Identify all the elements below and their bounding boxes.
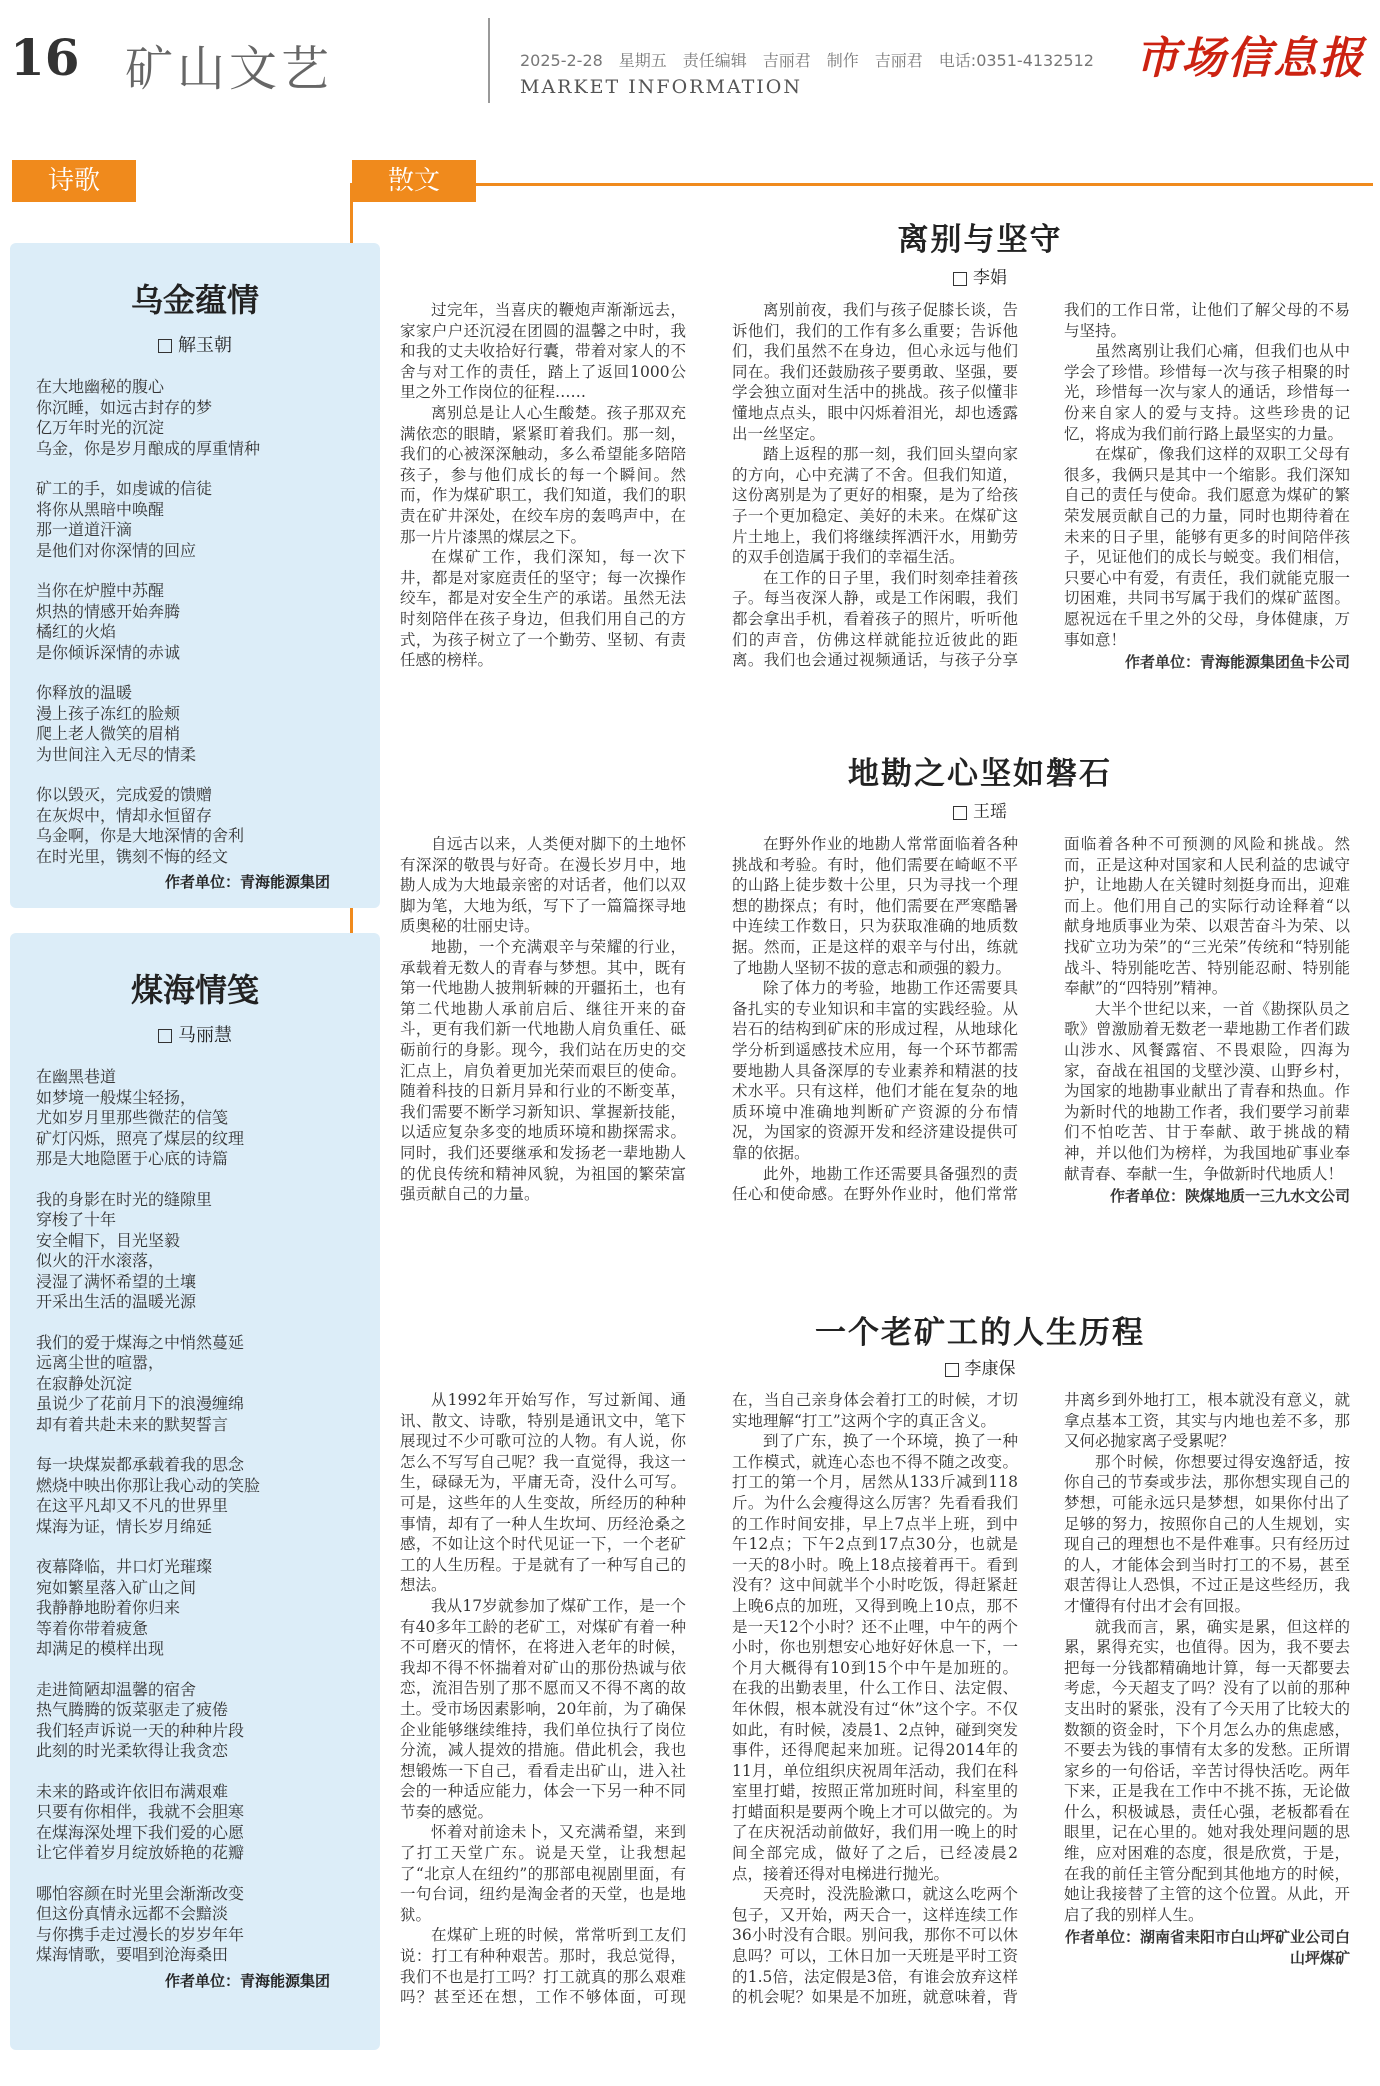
poem-line: 矿灯闪烁，照亮了煤层的纹理 [36,1128,245,1148]
poem-line: 穿梭了十年 [36,1210,117,1229]
article-paragraph: 从1992年开始写作，写过新闻、通讯、散文、诗歌，特别是通讯文中，笔下展现过不少可歌可泣的人物。有人说，你怎么不写写自己呢？我一直觉得，我这一生，碌碌无为，平庸无奇，没什么可写。可是，这些年的人生变故，所经历的种种事情，却有了一种人生坎坷、历经沧桑之感，不如让这个时代见证一下，一个老矿工的人生历程。于是就有了一种写自己的想法。 [400,1391,686,1595]
masthead-divider [488,18,490,103]
poem-line: 我们的爱于煤海之中悄然蔓延 [36,1332,245,1352]
poem-line: 是你倾诉深情的赤诚 [36,642,181,662]
poem-line: 却有着共赴未来的默契誓言 [36,1414,229,1434]
poem-line: 尤如岁月里那些微茫的信笺 [36,1108,229,1127]
article-paragraph: 踏上返程的那一刻，我们回头望向家的方向，心中充满了不舍。但我们知道，这份离别是为了更好的相聚，是为了给孩子一个更加稳定、美好的未来。在煤矿这片土地上，我们将继续挥洒汗水，用勤劳的双手创造属于我们的幸福生活。 [732,445,1018,567]
poem-line: 热气腾腾的饭菜驱走了疲倦 [36,1700,229,1719]
article-author: 李康保 [964,1359,1016,1379]
article-body [400,300,1350,685]
poem-line: 漫上孩子冻红的脸颊 [36,703,181,723]
poem-line: 未来的路或许依旧布满艰难 [36,1781,229,1801]
poem-stanza [36,1333,380,1436]
poem-line: 在灰烬中，情却永恒留存 [36,805,213,825]
section-title: 矿山文艺 [125,41,334,97]
poem-line: 我的身影在时光的缝隙里 [36,1189,213,1209]
paper-english-name: MARKET INFORMATION [520,76,802,98]
article-paragraph: 除了体力的考验，地勘工作还需要具备扎实的专业知识和丰富的实践经验。从岩石的结构到矿床的形成过程，从地球化学分析到遥感技术应用，每一个环节都需要地勘人具备深厚的专业素养和精湛的技术水平。只有这样，他们才能在复杂的地质环境中准确地判断矿产资源的分布情况，为国家的资源开发和经济建设提供可靠的依据。 [732,979,1018,1162]
poem-line: 让它伴着岁月绽放娇艳的花瓣 [36,1843,245,1862]
poem-line: 乌金啊，你是大地深情的舍利 [36,826,245,845]
article-paragraph: 我从17岁就参加了煤矿工作，是一个有40多年工龄的老矿工，对煤矿有着一种不可磨灭的情怀，在将进入老年的时候，我却不得不怀揣着对矿山的那份热诚与依恋，流泪告别了那不愿而又不得不离的故土。受市场因素影响，20年前，为了确保企业能够继续维持，我们单位执行了岗位分流，减人提效的措施。借此机会，我也想锻炼一下自己，看看走出矿山，进入社会的一种适应能力，体会一下另一种不同节奏的感觉。 [400,1596,686,1821]
poem-card [10,933,380,2050]
poem-line: 远离尘世的喧嚣， [36,1353,165,1372]
poem-line: 在煤海深处埋下我们爱的心愿 [36,1822,245,1842]
poem-line: 此刻的时光柔软得让我贪恋 [36,1741,229,1760]
article-paragraph: 在煤矿，像我们这样的双职工父母有很多，我俩只是其中一个缩影。我们深知自己的责任与使命。我们愿意为煤矿的繁荣发展贡献自己的力量，同时也期待着在未来的日子里，能够有更多的时间陪伴孩子，见证他们的成长与蜕变。我们相信，只要心中有爱，有责任，我们就能克服一切困难，共同书写属于我们的煤矿蓝图。愿祝远在千里之外的父母，身体健康，万事如意！ [1064,445,1350,649]
poem-title: 煤海情笺 [130,971,259,1009]
article-title: 离别与坚守 [897,222,1063,258]
poem-line: 走进简陋却温馨的宿舍 [36,1679,197,1699]
page-number: 16 [10,28,80,87]
poem-line: 你以毁灭，完成爱的馈赠 [36,785,213,804]
poem-stanza [36,1455,380,1537]
poem-line: 你释放的温暖 [36,683,133,702]
poem-line: 宛如繁星落入矿山之间 [36,1577,197,1597]
poem-line: 为世间注入无尽的情柔 [36,744,197,764]
poem-line: 在这平凡却又不凡的世界里 [36,1496,229,1515]
article-paragraph: 虽然离别让我们心痛，但我们也从中学会了珍惜。珍惜每一次与孩子相聚的时光，珍惜每一次与家人的通话，珍惜每一份来自家人的爱与支持。这些珍贵的记忆，将成为我们前行路上最坚实的力量。 [1064,342,1350,443]
poem-line: 我们轻声诉说一天的种种片段 [36,1720,245,1740]
poem-line: 燃烧中映出你那让我心动的笑脸 [36,1475,261,1495]
article-paragraph: 在工作的日子里，我们时刻牵挂着孩子。每当夜深人静，或是工作闲暇，我们都会拿出手机，看着孩子的照片，听听他们的声音，仿佛这样就能拉近彼此的距离。我们也会通过视频通话，与孩子分享我们的工作日常，让他们了解父母的不易与坚持。 [732,301,1350,670]
issue-meta: 2025-2-28 星期五 责任编辑 吉丽君 制作 吉丽君 电话:0351-4132512 [520,51,1094,70]
article-paragraph: 大半个世纪以来，一首《勘探队员之歌》曾激励着无数老一辈地勘工作者们跋山涉水、风餐露宿、不畏艰险，四海为家，奋战在祖国的戈壁沙漠、山野乡村，为国家的地勘事业献出了青春和热血。作为新时代的地勘工作者，我们要学习前辈们不怕吃苦、甘于奉献、敢于挑战的精神，并以他们为榜样，为我国地矿事业奉献青春、奉献一生，争做新时代地质人！ [1064,999,1350,1183]
article-paragraph: 天亮时，没洗脸漱口，就这么吃两个包子，又开始，两天合一，这样连续工作36小时没有合眼。别问我，那你不可以休息吗？可以，工休日加一天班是平时工资的1.5倍，法定假是3倍，有谁会放弃这样的机会呢？如果是不加班，就意味着，背井离乡到外地打工，根本就没有意义，就拿点基本工资，其实与内地也差不多，那又何必抛家离子受累呢？ [732,1391,1350,2007]
poem-line: 在大地幽秘的腹心 [36,377,165,396]
article-paragraph: 过完年，当喜庆的鞭炮声渐渐远去，家家户户还沉浸在团圆的温馨之中时，我和我的丈夫收拾好行囊，带着对家人的不舍与对工作的责任，踏上了返回1000公里之外工作岗位的征程…… [400,301,686,402]
poem-stanza [36,1782,380,1864]
poem-line: 但这份真情永远都不会黯淡 [36,1904,229,1923]
poem-line: 我静静地盼着你归来 [36,1598,181,1617]
poem-stanza [36,479,380,561]
poem-line: 爬上老人微笑的眉梢 [36,724,181,743]
poem-stanza [36,1557,380,1660]
poem-line: 等着你带着疲惫 [36,1618,149,1638]
poem-line: 乌金，你是岁月酿成的厚重情种 [36,438,261,458]
article-unit: 作者单位：湖南省耒阳市白山坪矿业公司白山坪煤矿 [1064,1928,1350,1968]
poem-line: 亿万年时光的沉淀 [36,418,165,437]
poem-line: 在寂静处沉淀 [36,1373,133,1393]
author-box-icon [158,1029,172,1043]
poem-stanza [36,785,380,867]
article-paragraph: 在野外作业的地勘人常常面临着各种挑战和考验。有时，他们需要在崎岖不平的山路上徒步数十公里，只为寻找一个理想的勘探点；有时，他们需要在严寒酷暑中连续工作数日，只为获取准确的地质数据。然而，正是这样的艰辛与付出，练就了地勘人坚韧不拔的意志和顽强的毅力。 [732,835,1018,977]
poem-author: 马丽慧 [178,1025,232,1046]
article-paragraph: 在煤矿工作，我们深知，每一次下井，都是对家庭责任的坚守；每一次操作绞车，都是对安全生产的承诺。虽然无法时刻陪伴在孩子身边，但我们用自己的方式，为孩子树立了一个勤劳、坚韧、有责任感的榜样。 [400,548,686,670]
poem-unit: 作者单位：青海能源集团 [164,1971,330,1990]
article-paragraph: 那个时候，你想要过得安逸舒适，按你自己的节奏或步法，那你想实现自己的梦想，可能永远只是梦想，如果你付出了足够的努力，按照你自己的人生规划，实现自己的理想也不是件难事。只有经历过的人，才能体会到当时打工的不易，甚至艰苦得让人恐惧，不过正是这些经历，我才懂得有付出才会有回报。 [1064,1452,1350,1615]
poem-line: 那是大地隐匿于心底的诗篇 [36,1149,229,1168]
poem-body [10,1067,380,1966]
poem-line: 似火的汗水滚落， [36,1251,165,1270]
article-body [400,834,1350,1249]
article-paragraph: 就我而言，累，确实是累，但这样的累，累得充实，也值得。因为，我不要去把每一分钱都精确地计算，每一天都要去考虑，今天超支了吗？没有了以前的那种支出时的紧张，没有了今天用了比较大的数额的资金时，下个月怎么办的焦虑感，不要去为钱的事情有太多的发愁。正所谓家乡的一句俗话，辛苦讨得快活吃。两年下来，正是我在工作中不挑不拣，无论做什么，积极诚恳，责任心强，老板都看在眼里，记在心里的。她对我处理问题的思维，应对困难的态度，很是欣赏，于是，在我的前任主管分配到其他地方的时候，她让我接替了主管的这个位置。从此，开启了我的别样人生。 [1064,1617,1350,1924]
poem-line: 炽热的情感开始奔腾 [36,601,181,621]
poem-line: 安全帽下，目光坚毅 [36,1230,181,1250]
poem-line: 矿工的手，如虔诚的信徒 [36,479,213,498]
poem-author: 解玉朝 [178,335,232,356]
article-body [400,1390,1350,2070]
article-paragraph: 此外，地勘工作还需要具备强烈的责任心和使命感。在野外作业时，他们常常面临着各种不可预测的风险和挑战。然而，正是这种对国家和人民利益的忠诚守护，让地勘人在关键时刻挺身而出，迎难而上。他们用自己的实际行动诠释着“以献身地质事业为荣、以艰苦奋斗为荣、以找矿立功为荣”的“三光荣”传统和“特别能战斗、特别能吃苦、特别能忍耐、特别能奉献”的“四特别”精神。 [732,835,1350,1204]
poem-line: 是他们对你深情的回应 [36,540,197,560]
poem-stanza [36,1680,380,1762]
poem-card [10,243,380,908]
poem-line: 浸湿了满怀希望的土壤 [36,1271,197,1291]
poem-line: 却满足的模样出现 [36,1639,165,1658]
poem-line: 橘红的火焰 [36,622,117,641]
article-paragraph: 地勘，一个充满艰辛与荣耀的行业，承载着无数人的青春与梦想。其中，既有第一代地勘人披荆斩棘的开疆拓土，也有第二代地勘人承前启后、继往开来的奋斗，更有我们新一代地勘人肩负重任、砥砺前行的身影。现今，我们站在历史的交汇点上，肩负着更加光荣而艰巨的使命。随着科技的日新月异和行业的不断变革，我们需要不断学习新知识、掌握新技能，以适应复杂多变的地质环境和勘探需求。同时，我们还要继承和发扬老一辈地勘人的优良传统和精神风貌，为祖国的繁荣富强贡献自己的力量。 [400,937,686,1204]
poem-line: 将你从黑暗中唤醒 [36,499,165,519]
poem-line: 夜幕降临，井口灯光璀璨 [36,1557,213,1576]
poem-line: 如梦境一般煤尘轻扬， [36,1087,197,1107]
author-box-icon [158,339,172,353]
paper-logo: 市场信息报 [1135,33,1365,84]
poem-body [10,377,380,867]
poem-line: 你沉睡，如远古封存的梦 [36,397,213,417]
article-author: 李娟 [973,268,1007,288]
article-paragraph: 离别总是让人心生酸楚。孩子那双充满依恋的眼睛，紧紧盯着我们。那一刻，我们的心被深深触动，多么希望能多陪陪孩子，参与他们成长的每一个瞬间。然而，作为煤矿职工，我们知道，我们的职责在矿井深处，在绞车房的轰鸣声中，在那一片片漆黑的煤层之下。 [400,403,686,546]
poem-line: 哪怕容颜在时光里会渐渐改变 [36,1883,245,1903]
article-paragraph: 离别前夜，我们与孩子促膝长谈，告诉他们，我们的工作有多么重要；告诉他们，我们虽然不在身边，但心永远与他们同在。我们还鼓励孩子要勇敢、坚强，要学会独立面对生活中的挑战。孩子似懂非懂地点点头，眼中闪烁着泪光，却也透露出一丝坚定。 [732,301,1018,443]
label-prose: 散文 [352,160,476,202]
poem-line: 每一块煤炭都承载着我的思念 [36,1455,245,1474]
poem-line: 只要有你相伴，我就不会胆寒 [36,1802,245,1821]
article-title: 一个老矿工的人生历程 [815,1315,1145,1351]
article-paragraph: 自远古以来，人类便对脚下的土地怀有深深的敬畏与好奇。在漫长岁月中，地勘人成为大地最亲密的对话者，他们以双脚为笔，大地为纸，写下了一篇篇探寻地质奥秘的壮丽史诗。 [400,835,686,936]
poem-stanza [36,1067,380,1170]
poem-stanza [36,683,380,765]
poem-line: 开采出生活的温暖光源 [36,1292,197,1311]
poem-line: 在幽黑巷道 [36,1067,117,1086]
label-poetry: 诗歌 [12,160,136,202]
author-box-icon [945,1363,959,1377]
poem-line: 与你携手走过漫长的岁岁年年 [36,1924,245,1944]
article-paragraph: 到了广东，换了一个环境，换了一种工作模式，就连心态也不得不随之改变。打工的第一个月，居然从133斤减到118斤。为什么会瘦得这么厉害？先看看我们的工作时间安排，早上7点半上班，到中午12点；下午2点到17点30分，也就是一天的8小时。晚上18点接着再干。看到没有？这中间就半个小时吃饭，得赶紧赶上晚6点的加班，又得到晚上10点，那不是一天12个小时？还不止哩，中午的两个小时，你也别想安心地好好休息一下，一个月大概得有10到15个中午是加班的。在我的出勤表里，什么工作日、法定假、年休假，根本就没有过“休”这个字。不仅如此，有时候，凌晨1、2点钟，碰到突发事件，还得爬起来加班。记得2014年的11月，单位组织庆祝周年活动，我们在科室里打蜡，按照正常加班时间，科室里的打蜡面积是要两个晚上才可以做完的。为了在庆祝活动前做好，我们用一晚上的时间全部完成，做好了之后，已经凌晨2点，接着还得对电梯进行抛光。 [732,1432,1018,1883]
article-paragraph: 在煤矿上班的时候，常常听到工友们说：打工有种种艰苦。那时，我总觉得，我们不也是打工吗？打工就真的那么艰难吗？甚至还在想，工作不够体面，可现在，当自己亲身体会着打工的时候，才切实地理解“打工”这两个字的真正含义。 [400,1391,1018,2007]
author-box-icon [953,272,967,286]
poem-stanza [36,377,380,459]
poem-line: 那一道道汗滴 [36,520,133,539]
article-unit: 作者单位：陕煤地质一三九水文公司 [1109,1187,1350,1206]
poem-line: 在时光里，镌刻不悔的经文 [36,846,229,866]
poem-line: 虽说少了花前月下的浪漫缠绵 [36,1394,245,1413]
poem-stanza [36,1190,380,1313]
article-title: 地勘之心坚如磐石 [848,756,1112,792]
poem-line: 当你在炉膛中苏醒 [36,581,165,600]
poem-title: 乌金蕴情 [130,281,259,319]
poem-line: 煤海情歌，要唱到沧海桑田 [36,1945,229,1964]
article-paragraph: 怀着对前途未卜，又充满希望，来到了打工天堂广东。说是天堂，让我想起了“北京人在纽约”的那部电视剧里面，有一句台词，纽约是淘金者的天堂，也是地狱。 [400,1823,686,1924]
author-box-icon [953,806,967,820]
poem-line: 煤海为证，情长岁月绵延 [36,1516,213,1536]
article-author: 王瑶 [973,802,1007,822]
poem-stanza [36,1884,380,1966]
poem-stanza [36,581,380,663]
article-unit: 作者单位：青海能源集团鱼卡公司 [1124,653,1350,672]
poem-unit: 作者单位：青海能源集团 [164,873,330,891]
